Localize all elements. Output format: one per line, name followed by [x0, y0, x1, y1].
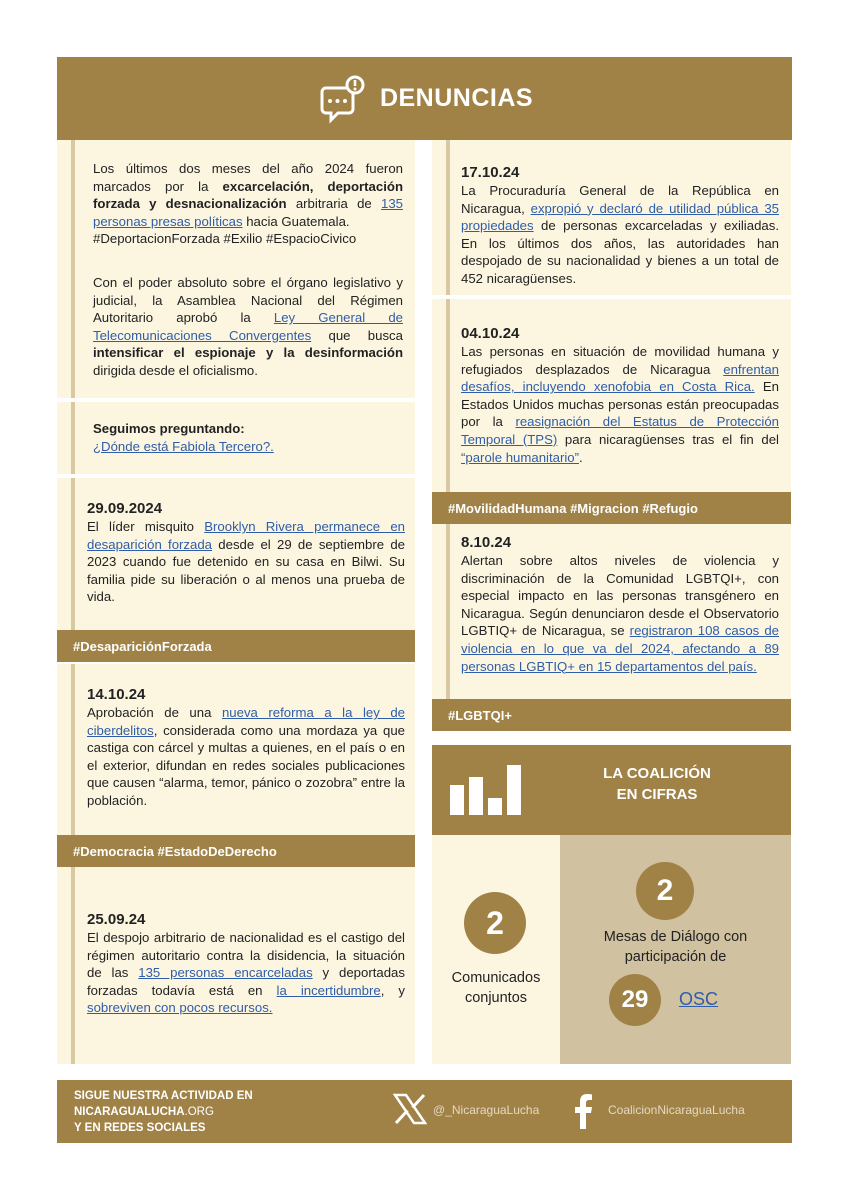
lgbtiq-panel: [432, 524, 791, 699]
fabiola-panel: [57, 402, 415, 474]
despojo-panel: [57, 867, 415, 1064]
ciber-date: 14.10.24: [87, 686, 146, 703]
rivera-text: El líder misquito Brooklyn Rivera permanece en desaparición forzada desde el 29 de septiembre de 2023 cuando fue detenido en su casa en Bilwi. Su familia pide su liberación o al menos una prueba de vida.: [87, 519, 405, 605]
incertidumbre-link[interactable]: la incertidumbre: [276, 982, 381, 998]
denuncias-header: [57, 57, 792, 140]
despojo-date: 25.09.24: [87, 911, 146, 928]
cifras-header: [432, 745, 791, 835]
lgbtiq-text: Alertan sobre altos niveles de violencia y discriminación de la Comunidad LGBTQI+, con especial impacto en las personas transgénero en Nicaragua. Según denunciaron desde el Observatorio LGBTIQ+ de Nicaragua, se registraron 108 casos de violencia en lo que va del 2024, afectando a 89 personas LGBTIQ+ en 15 departamentos del país.: [461, 553, 779, 674]
chat-alert-icon: [316, 73, 368, 125]
page-title: DENUNCIAS: [379, 84, 534, 112]
procuraduria-text: La Procuraduría General de la República en Nicaragua, expropió y declaró de utilidad pública 35 propiedades de personas excarceladas y exiliadas. En los últimos dos años, las autoridades han despojado de su nacionalidad y bienes a un total de 452 nicaragüenses.: [461, 183, 779, 286]
ciberdelitos-panel: [57, 664, 415, 835]
intro-hashtags: #DeportacionForzada #Exilio #EspacioCivico: [93, 231, 357, 247]
bar-chart-icon: [450, 765, 522, 815]
propiedades-link[interactable]: expropió y declaró de utilidad pública 35 propiedades: [461, 200, 779, 234]
osc-link[interactable]: OSC: [679, 989, 719, 1009]
movilidad-panel: [432, 299, 791, 492]
movilidad-date: 04.10.24: [461, 325, 520, 342]
comunicados-label: Comunicados conjuntos: [451, 970, 541, 1006]
follow-text: SIGUE NUESTRA ACTIVIDAD EN NICARAGUALUCHA.ORG Y EN REDES SOCIALES: [74, 1090, 253, 1134]
x-handle[interactable]: @_NicaraguaLucha: [433, 1103, 540, 1117]
fabiola-heading: Seguimos preguntando:: [93, 421, 245, 436]
footer: [57, 1080, 792, 1143]
parole-link[interactable]: “parole humanitario”: [461, 449, 580, 465]
xenofobia-link[interactable]: enfrentan desafíos, incluyendo xenofobia en Costa Rica.: [461, 361, 779, 395]
movilidad-text: Las personas en situación de movilidad humana y refugiados desplazados de Nicaragua enfrentan desafíos, incluyendo xenofobia en Costa Rica. En Estados Unidos muchas personas están preocupadas por la reasignación del Estatus de Protección Temporal (TPS) para nicaragüenses tras el fin del “parole humanitario”.: [461, 344, 780, 465]
ciber-text: Aprobación de una nueva reforma a la ley de ciberdelitos, considerada como una mordaza ya que castiga con cárcel y multas a quienes, en el país o en el exterior, difundan en redes sociales publicaciones que causen “alarma, temor, pánico o zozobra” entre la población.: [87, 705, 405, 808]
procuraduria-date: 17.10.24: [461, 164, 520, 181]
lgbtiq-date: 8.10.24: [461, 534, 512, 551]
intro-paragraph-1: Los últimos dos meses del año 2024 fueron marcados por la excarcelación, deportación forzada y desnacionalización arbitraria de 135 personas presas políticas hacia Guatemala. #DeportacionForzada #Exilio #EspacioCivico: [93, 161, 404, 247]
facebook-icon[interactable]: [573, 1093, 593, 1129]
rivera-date: 29.09.2024: [87, 500, 163, 517]
intro-paragraph-2: Con el poder absoluto sobre el órgano legislativo y judicial, la Asamblea Nacional del Régimen Autoritario aprobó la Ley General de Telecomunicaciones Convergentes que busca intensificar el espionaje y la desinformación dirigida desde el oficialismo.: [93, 274, 403, 378]
ley-telecomunicaciones-link[interactable]: Ley General de Telecomunicaciones Convergentes: [93, 310, 403, 343]
website-link[interactable]: NICARAGUALUCHA.ORG: [74, 1106, 214, 1118]
fabiola-link[interactable]: ¿Dónde está Fabiola Tercero?.: [93, 438, 274, 454]
comunicados-value: 2: [464, 892, 526, 954]
personas-encarceladas-link[interactable]: 135 personas encarceladas: [138, 965, 313, 981]
ciberdelitos-link[interactable]: nueva reforma a la ley de ciberdelitos: [87, 705, 405, 738]
osc-value: 29: [609, 974, 661, 1026]
tps-link[interactable]: reasignación del Estatus de Protección Temporal (TPS): [461, 414, 779, 447]
x-logo-icon[interactable]: [393, 1093, 427, 1125]
cifras-title: LA COALICIÓN EN CIFRAS: [603, 765, 711, 803]
pocos-recursos-link[interactable]: sobreviven con pocos recursos.: [87, 1000, 273, 1016]
movilidad-tag: #MovilidadHumana #Migracion #Refugio: [432, 492, 791, 524]
despojo-text: El despojo arbitrario de nacionalidad es el castigo del régimen autoritario contra la disidencia, la situación de las 135 personas encarceladas y deportadas forzadas todavía está en la incertidumbre, y sobreviven con pocos recursos.: [87, 930, 405, 1016]
mesas-stat: [560, 835, 791, 1064]
desaparicion-tag: #DesapariciónForzada: [57, 630, 415, 662]
lgbtqi-tag: #LGBTQI+: [432, 699, 791, 731]
brooklyn-rivera-link[interactable]: Brooklyn Rivera permanece en desaparición forzada: [87, 519, 405, 552]
facebook-handle[interactable]: CoalicionNicaraguaLucha: [608, 1103, 745, 1117]
mesas-label: Mesas de Diálogo con participación de: [603, 929, 748, 965]
intro-panel: [57, 140, 415, 398]
mesas-value: 2: [636, 862, 694, 920]
democracia-tag: #Democracia #EstadoDeDerecho: [57, 835, 415, 867]
rivera-panel: [57, 478, 415, 630]
presas-politicas-link[interactable]: 135 personas presas políticas: [93, 196, 403, 229]
procuraduria-panel: [432, 140, 791, 295]
casos-violencia-link[interactable]: registraron 108 casos de violencia en lo que va del 2024, afectando a 89 personas LGBTIQ+ en 15 departamentos del país.: [461, 623, 779, 674]
comunicados-stat: [432, 835, 560, 1064]
